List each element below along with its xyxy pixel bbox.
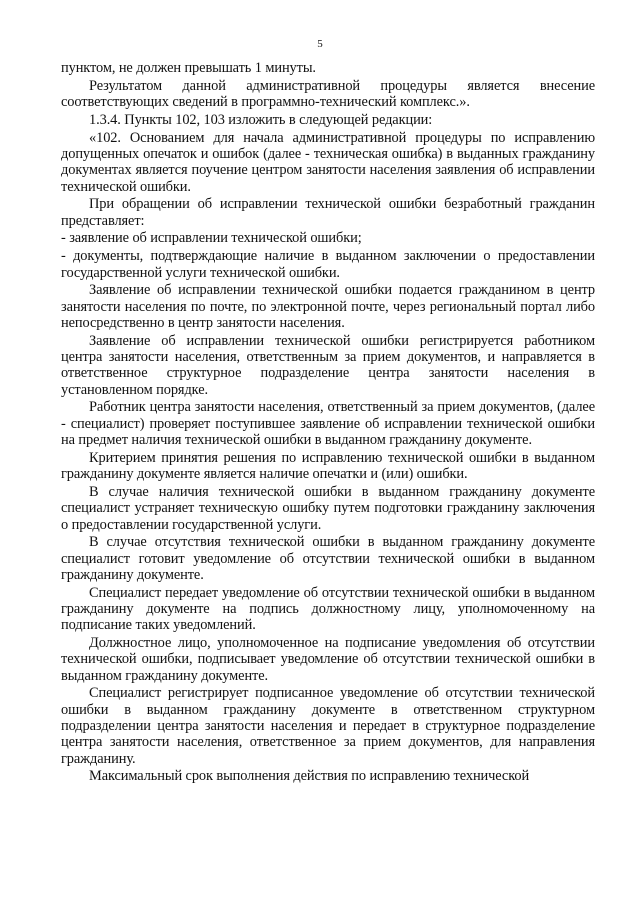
- paragraph-official-signs: Должностное лицо, уполномоченное на подписание уведомления об отсутствии технической ошибки, подписывает уведомление об отсутствии технической ошибки в выданном гражданину документе.: [61, 635, 595, 684]
- paragraph-specialist-check: Работник центра занятости населения, ответственный за прием документов, (далее - специалист) проверяет поступившее заявление об исправлении технической ошибки на предмет наличия технической ошибки в выданном гражданину документе.: [61, 399, 595, 449]
- paragraph-102-basis: «102. Основанием для начала административной процедуры по исправлению допущенных опечаток и ошибок (далее - техническая ошибка) в выданных гражданину документах является поучение центром занятости населения заявления об исправлении технической ошибки.: [61, 129, 595, 195]
- paragraph-amendment-heading: 1.3.4. Пункты 102, 103 изложить в следующей редакции:: [89, 111, 433, 128]
- list-item-application: - заявление об исправлении технической ошибки;: [61, 230, 362, 247]
- paragraph-decision-criterion: Критерием принятия решения по исправлению технической ошибки в выданном гражданину документе является наличие опечатки и (или) ошибки.: [61, 449, 595, 483]
- page-number: 5: [317, 38, 323, 50]
- paragraph-result: Результатом данной административной процедуры является внесение соответствующих сведений в программно-технический комплекс.».: [61, 77, 595, 111]
- paragraph-submission-channels: Заявление об исправлении технической ошибки подается гражданином в центр занятости населения по почте, по электронной почте, через региональный портал либо непосредственно в центр занятости населения.: [61, 282, 595, 331]
- paragraph-continuation: пунктом, не должен превышать 1 минуты.: [61, 60, 316, 76]
- paragraph-notice-for-signature: Специалист передает уведомление об отсутствии технической ошибки в выданном гражданину документе на подпись должностному лицу, уполномоченному на подписание таких уведомлений.: [61, 584, 595, 634]
- paragraph-applicant-submits: При обращении об исправлении технической ошибки безработный гражданин представляет:: [61, 196, 595, 229]
- paragraph-max-term: Максимальный срок выполнения действия по исправлению технической: [89, 768, 530, 785]
- list-item-documents: - документы, подтверждающие наличие в выданном заключении о предоставлении государственной услуги технической ошибки.: [61, 248, 595, 281]
- paragraph-notice-registration: Специалист регистрирует подписанное уведомление об отсутствии технической ошибки в выданном гражданину документе в ответственном структурном подразделении центра занятости населения и передает в структурное подразделение центра занятости населения, ответственное за прием документов, для направления гражданину.: [61, 685, 595, 767]
- document-body: [61, 60, 595, 786]
- paragraph-error-present: В случае наличия технической ошибки в выданном гражданину документе специалист устраняет техническую ошибку путем подготовки гражданину заключения о предоставлении государственной услуги.: [61, 483, 595, 533]
- paragraph-registration: Заявление об исправлении технической ошибки регистрируется работником центра занятости населения, ответственным за прием документов, и направляется в ответственное структурное подразделение центра занятости населения в установленном порядке.: [61, 332, 595, 398]
- paragraph-error-absent: В случае отсутствия технической ошибки в выданном гражданину документе специалист готовит уведомление об отсутствии технической ошибки в выданном гражданину документе.: [61, 534, 595, 583]
